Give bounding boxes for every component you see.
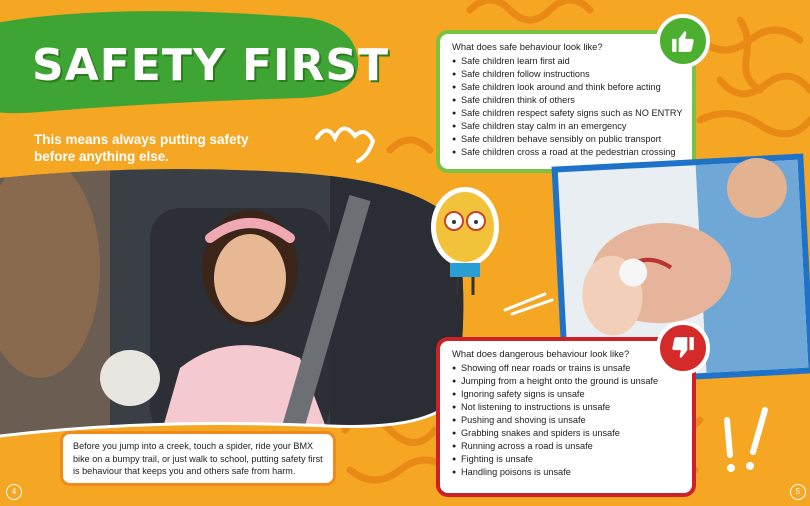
safe-behaviour-heading: What does safe behaviour look like?	[452, 41, 603, 52]
list-item: ● Safe children respect safety signs such as NO ENTRY	[452, 107, 692, 120]
doodle-dashes	[500, 288, 560, 318]
list-item: ● Showing off near roads or trains is unsafe	[452, 362, 692, 375]
dangerous-behaviour-list	[440, 362, 692, 479]
list-item: ● Safe children learn first aid	[452, 55, 692, 68]
list-item: ● Pushing and shoving is unsafe	[452, 414, 692, 427]
list-item: ● Fighting is unsafe	[452, 453, 692, 466]
doodle-squiggle	[312, 118, 382, 168]
list-item: ● Safe children behave sensibly on public transport	[452, 133, 692, 146]
list-item: ● Safe children follow instructions	[452, 68, 692, 81]
list-item: ● Ignoring safety signs is unsafe	[452, 388, 692, 401]
list-item: ● Grabbing snakes and spiders is unsafe	[452, 427, 692, 440]
list-item: ● Jumping from a height onto the ground is unsafe	[452, 375, 692, 388]
thumbs-up-icon	[656, 14, 710, 68]
list-item: ● Running across a road is unsafe	[452, 440, 692, 453]
dangerous-behaviour-box	[436, 337, 696, 497]
girl-in-car-photo	[0, 168, 470, 438]
list-item: ● Safe children cross a road at the pedestrian crossing	[452, 146, 692, 159]
subtitle: This means always putting safety before anything else.	[34, 132, 249, 164]
thumbs-down-icon	[656, 321, 710, 375]
page-number-right: 5	[790, 484, 806, 500]
doodle-exclamations	[705, 400, 785, 480]
page-title: SAFETY FIRST	[32, 40, 390, 91]
list-item: ● Safe children think of others	[452, 94, 692, 107]
list-item: ● Handling poisons is unsafe	[452, 466, 692, 479]
safe-behaviour-list	[440, 55, 692, 159]
list-item: ● Not listening to instructions is unsafe	[452, 401, 692, 414]
mascot-character	[420, 185, 510, 305]
dangerous-behaviour-heading: What does dangerous behaviour look like?	[452, 348, 630, 359]
page-number-left: 4	[6, 484, 22, 500]
list-item: ● Safe children look around and think before acting	[452, 81, 692, 94]
intro-text-box: Before you jump into a creek, touch a spider, ride your BMX bike on a bumpy trail, or just walk to school, putting safety first is behaviour that keeps you and others safe from harm.	[60, 431, 336, 486]
list-item: ● Safe children stay calm in an emergency	[452, 120, 692, 133]
